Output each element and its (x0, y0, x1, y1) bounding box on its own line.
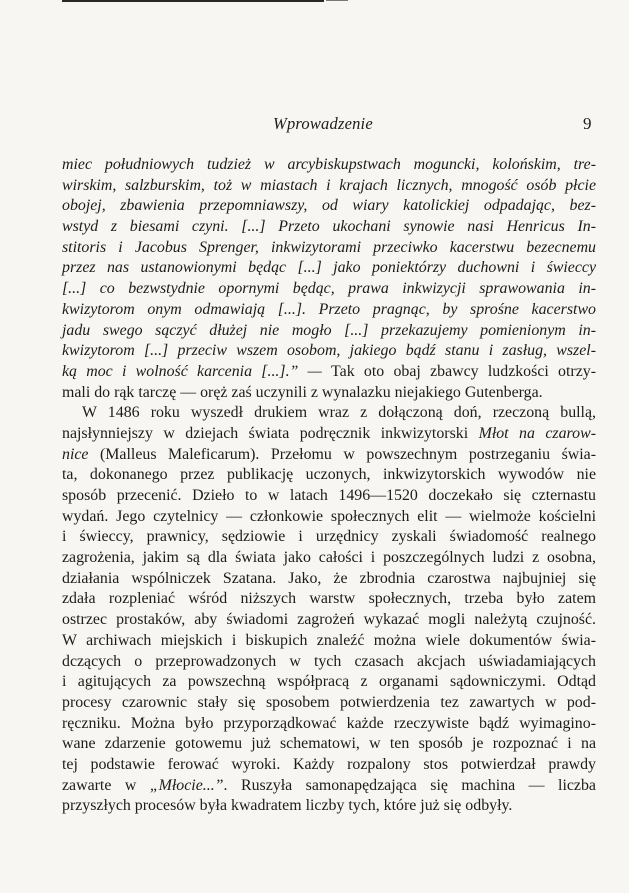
paragraph-start-line (62, 403, 596, 424)
book-title-short: „Młocie...” (149, 776, 224, 794)
quote-text: wirskim, salzburskim, toż w miastach i krajach licznych, mnogość osób płcie (62, 176, 596, 194)
running-head (0, 114, 629, 136)
quote-text: [...] co bezwstydnie opornymi będąc, prawa inkwizycji sprawowania in- (62, 280, 596, 298)
text-line (62, 321, 596, 342)
text-line (62, 155, 596, 176)
text-line (62, 693, 596, 714)
text-line (62, 238, 596, 259)
text-line (62, 383, 596, 404)
quote-text: jadu swego sączyć dłużej nie mogło [...] przekazujemy pomienionym in- (62, 321, 596, 339)
body-text-run: przyszłych procesów była kwadratem liczby tych, które już się odbyły. (62, 797, 513, 815)
body-text-run: dczących o przeprowadzonych w tych czasach akcjach uświadamiających (62, 652, 596, 670)
text-line (62, 279, 596, 300)
body-text-run: i agitujących za powszechną współpracą z organami sądowniczymi. Odtąd (62, 673, 596, 691)
text-line (62, 196, 596, 217)
page-number: 9 (583, 114, 592, 133)
quote-text: obojej, zbawienia przepomniawszy, od wiary katolickiej odpadając, bez- (62, 197, 596, 215)
text-line (62, 631, 596, 652)
body-text-run: wane zdarzenie gotowemu już schematowi, w ten sposób je rozpoznać i na (62, 735, 596, 753)
text-line (62, 217, 596, 238)
quote-text: kwizytorom [...] przeciw wszem osobom, jakiego bądź stanu i zasług, wszel- (62, 342, 596, 360)
body-text-run: ostrzec prostaków, aby świadomi zagrożeń wykazać mogli należytą czujność. (62, 611, 596, 629)
body-text-run: zagrożenia, jakim są dla świata jako całości i poszczególnych ludzi z osobna, (62, 549, 596, 567)
text-line (62, 672, 596, 693)
body-text-run: zdała rozpleniać wśród niższych warstw społecznych, trzeba było zatem (62, 590, 596, 608)
body-text-run: tej podstawie ferować wyroki. Każdy rozpalony stos potwierdzał prawdy (62, 755, 596, 773)
text-line (62, 755, 596, 776)
body-text-run: mali do rąk tarczę — oręż zaś uczynili z wynalazku niejakiego Gutenberga. (62, 383, 543, 401)
text-line (62, 176, 596, 197)
book-title: Młot na czarow- (478, 424, 596, 442)
text-line (62, 776, 596, 797)
body-text-run: . Ruszyła samonapędzająca się machina — liczba (223, 776, 596, 794)
top-rule (62, 0, 324, 2)
body-text-run: najsłynniejszy w dziejach świata podręcznik inkwizytorski (62, 424, 479, 442)
body-text (62, 155, 596, 817)
text-line (62, 507, 596, 528)
body-text-run: i świeccy, prawnicy, sędziowie i urzędnicy zyskali świadomość realnego (62, 528, 596, 546)
text-line (62, 341, 596, 362)
body-text-run: ręczniku. Można było przyporządkować każde rzeczywiste bądź wyimagino- (62, 714, 596, 732)
text-line (62, 734, 596, 755)
text-line (62, 610, 596, 631)
body-text-run: (Malleus Maleficarum). Przełomu w powszechnym postrzeganiu świa- (88, 445, 596, 463)
book-title: nice (62, 445, 89, 463)
quote-text: miec południowych tudzież w arcybiskupstwach moguncki, kolońskim, tre- (62, 156, 596, 173)
body-text-run: zawarte w (62, 776, 150, 794)
text-line (62, 527, 596, 548)
text-line (62, 652, 596, 673)
text-line (62, 445, 596, 466)
body-text-run: W 1486 roku wyszedł drukiem wraz z dołączoną doń, rzeczoną bullą, (82, 404, 596, 422)
running-title: Wprowadzenie (273, 114, 373, 133)
text-line (62, 300, 596, 321)
body-text-run: Tak oto obaj zbawcy ludzkości otrzy- (331, 362, 596, 380)
text-line (62, 714, 596, 735)
body-text-run: ta, dokonanego przez publikację uczonych, inkwizytorskich wywodów nie (62, 466, 596, 484)
body-text-run: W archiwach miejskich i biskupich znaleźć można wiele dokumentów świa- (62, 631, 596, 649)
text-line (62, 589, 596, 610)
body-text-run: wydań. Jego czytelnicy — członkowie społecznych elit — wielmoże kościelni (62, 507, 596, 525)
quote-text: wstyd z biesami czyni. [...] Przeto ukochani synowie nasi Henricus In- (62, 218, 596, 236)
text-line (62, 486, 596, 507)
quote-text: ką moc i wolność karcenia [...].” — (62, 362, 332, 380)
text-line (62, 424, 596, 445)
body-text-run: działania wspólniczek Szatana. Jako, że zbrodnia czarostwa najbujniej się (62, 569, 596, 587)
top-rule-tail (326, 0, 348, 1)
quote-text: stitoris i Jacobus Sprenger, inkwizytorami przeciwko kacerstwu bezecnemu (62, 238, 596, 256)
text-line (62, 258, 596, 279)
quote-text: kwizytorom onym odmawiają [...]. Przeto pragnąc, by sprośne kacerstwo (62, 300, 596, 318)
body-text-run: procesy czarownic stały się sposobem potwierdzenia tez zawartych w pod- (62, 693, 596, 711)
body-text-run: sposób przecenić. Dzieło to w latach 1496—1520 doczekało się czternastu (62, 487, 596, 504)
text-line (62, 465, 596, 486)
text-line (62, 796, 596, 817)
text-line (62, 569, 596, 590)
quote-text: przez nas ustanowionymi będąc [...] jako poniektórzy duchowni i świeccy (62, 259, 596, 277)
text-line (62, 362, 596, 383)
text-line (62, 548, 596, 569)
